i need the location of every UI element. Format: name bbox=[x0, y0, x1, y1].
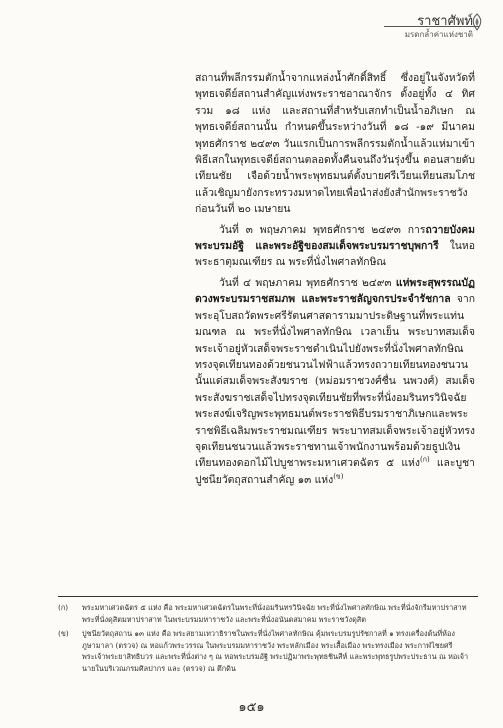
footnote-1-mark: (ก) bbox=[58, 603, 69, 612]
footnote-2-text: ปูชนียวัตถุสถาน ๑๓ แห่ง คือ พระสยามเทวาธิราชในพระที่นั่งไพศาลทักษิณ คุ้มพระบรมรูปรัชกาลที่ ๑ ทรงเครื่องต้นที่ห้องภูษามาลา (ตรวจ) ณ หอแก้วพระวรรณ ในพระบรมมหาราชวัง พระหลักเมือง พระเสื้อเมือง พระทรงเมือง พระกาฬไชยศรี พระเจ้าพระยาสิทธิบวร และพระที่นั่งต่าง ๆ ณ หอพระบรมอัฐิ พระปฏิมาพระพุทธชินสีห์ และพระพุทธรูปพระประธาน ณ หอเจ้านายในบริเวณกรมศิลปากร และ (ตรวจ) ณ ตึกดิน bbox=[82, 629, 469, 673]
thai-ornament-icon bbox=[467, 12, 487, 32]
footnote-1 bbox=[58, 602, 478, 625]
paragraph-1: สถานที่พลีกรรมตักน้ำจากแหล่งน้ำศักดิ์สิทธิ์ ซึ่งอยู่ในจังหวัดที่พุทธเจดีย์สถานสำคัญแห่งพระราชอาณาจักร ตั้งอยู่ทั้ง ๔ ทิศ รวม ๑๘ แห่ง และสถานที่สำหรับเสกทำเป็นน้ำอภิเษก ณ พุทธเจดีย์สถานนั้น กำหนดขึ้นระหว่างวันที่ ๑๘ -๑๙ มีนาคม พุทธศักราช ๒๔๙๓ วันแรกเป็นการพลีกรรมตักน้ำแล้วแห่มาเข้าพิธีเสกในพุทธเจดีย์สถานตลอดทั้งคืนจนถึงวันรุ่งขึ้น ตอนสายดับเทียนชัย เจือด้วยน้ำพระพุทธมนต์ตั้งบายศรีเวียนเทียนสมโภชแล้วเชิญมายังกระทรวงมหาดไทยเพื่อนำส่งยังสำนักพระราชวังก่อนวันที่ ๒๐ เมษายน bbox=[195, 72, 475, 216]
footnote-divider bbox=[58, 596, 478, 597]
footnote-ref-1[interactable]: (ก) bbox=[419, 455, 430, 464]
footnote-ref-2[interactable]: (ข) bbox=[333, 472, 344, 481]
footnote-2 bbox=[58, 628, 478, 674]
body-text bbox=[195, 70, 475, 492]
header-title: ราชาศัพท์ bbox=[417, 14, 473, 29]
paragraph-3-tail: จากพระอุโบสถวัดพระศรีรัตนศาสดารามมาประดิษฐานที่พระแท่นมณฑล ณ พระที่นั่งไพศาลทักษิณ เวลาเย็น พระบาทสมเด็จพระเจ้าอยู่หัวเสด็จพระราชดำเนินไปยังพระที่นั่งไพศาลทักษิณ ทรงจุดเทียนทองด้วยชนวนไฟฟ้าแล้วทรงถวายเทียนทองชนวนนั้นแด่สมเด็จพระสังฆราช (หม่อมราชวงศ์ชื่น นพวงศ์) สมเด็จพระสังฆราชเสด็จไปทรงจุดเทียนชัยที่พระที่นั่งอมรินทรวินิจฉัย พระสงฆ์เจริญพระพุทธมนต์พระราชพิธีบรมราชาภิเษกและพระราชพิธีเฉลิมพระราชมณเฑียร พระบาทสมเด็จพระเจ้าอยู่หัวทรงจุดเทียนชนวนแล้วพระราชทานเจ้าพนักงานพร้อมด้วยธูปเงินเทียนทองดอกไม้ไปบูชาพระมหาเศวตฉัตร ๕ แห่ง bbox=[195, 293, 475, 470]
running-header bbox=[349, 10, 479, 44]
paragraph-2-lead: วันที่ ๓ พฤษภาคม พุทธศักราช ๒๔๙๓ การ bbox=[219, 223, 426, 236]
footnote-1-text: พระมหาเศวตฉัตร ๕ แห่ง คือ พระมหาเศวตฉัตรในพระที่นั่งอมรินทรวินิจฉัย พระที่นั่งไพศาลทักษิณ พระที่นั่งจักรีมหาปราสาท พระที่นั่งดุสิตมหาปราสาท ในพระบรมมหาราชวัง และพระที่นั่งอนันตสมาคม พระราชวังดุสิต bbox=[82, 603, 467, 624]
paragraph-3 bbox=[195, 275, 475, 488]
paragraph-3-lead: วันที่ ๔ พฤษภาคม พุทธศักราช ๒๔๙๓ bbox=[219, 276, 396, 289]
paragraph-3-mid: และบูชาปูชนียวัตถุสถานสำคัญ ๑๓ แห่ง bbox=[195, 457, 475, 486]
page-number: ๑๕๑ bbox=[238, 700, 265, 715]
header-rule bbox=[384, 26, 479, 27]
footnotes bbox=[58, 602, 478, 677]
paragraph-2-tail: ในหอพระธาตุมณเฑียร ณ พระที่นั่งไพศาลทักษิณ bbox=[195, 240, 475, 269]
paragraph-2-bold: ถวายบังคมพระบรมอัฐิ และพระอัฐิของสมเด็จพระบรมราชบุพการี bbox=[195, 223, 475, 253]
paragraph-2 bbox=[195, 222, 475, 271]
header-subtitle: มรดกล้ำค่าแห่งชาติ bbox=[404, 30, 473, 39]
footnote-2-mark: (ข) bbox=[58, 629, 69, 638]
paragraph-3-bold: แห่พระสุพรรณบัฏ ดวงพระบรมราชสมภพ และพระราชลัญจกรประจำรัชกาล bbox=[195, 276, 475, 306]
